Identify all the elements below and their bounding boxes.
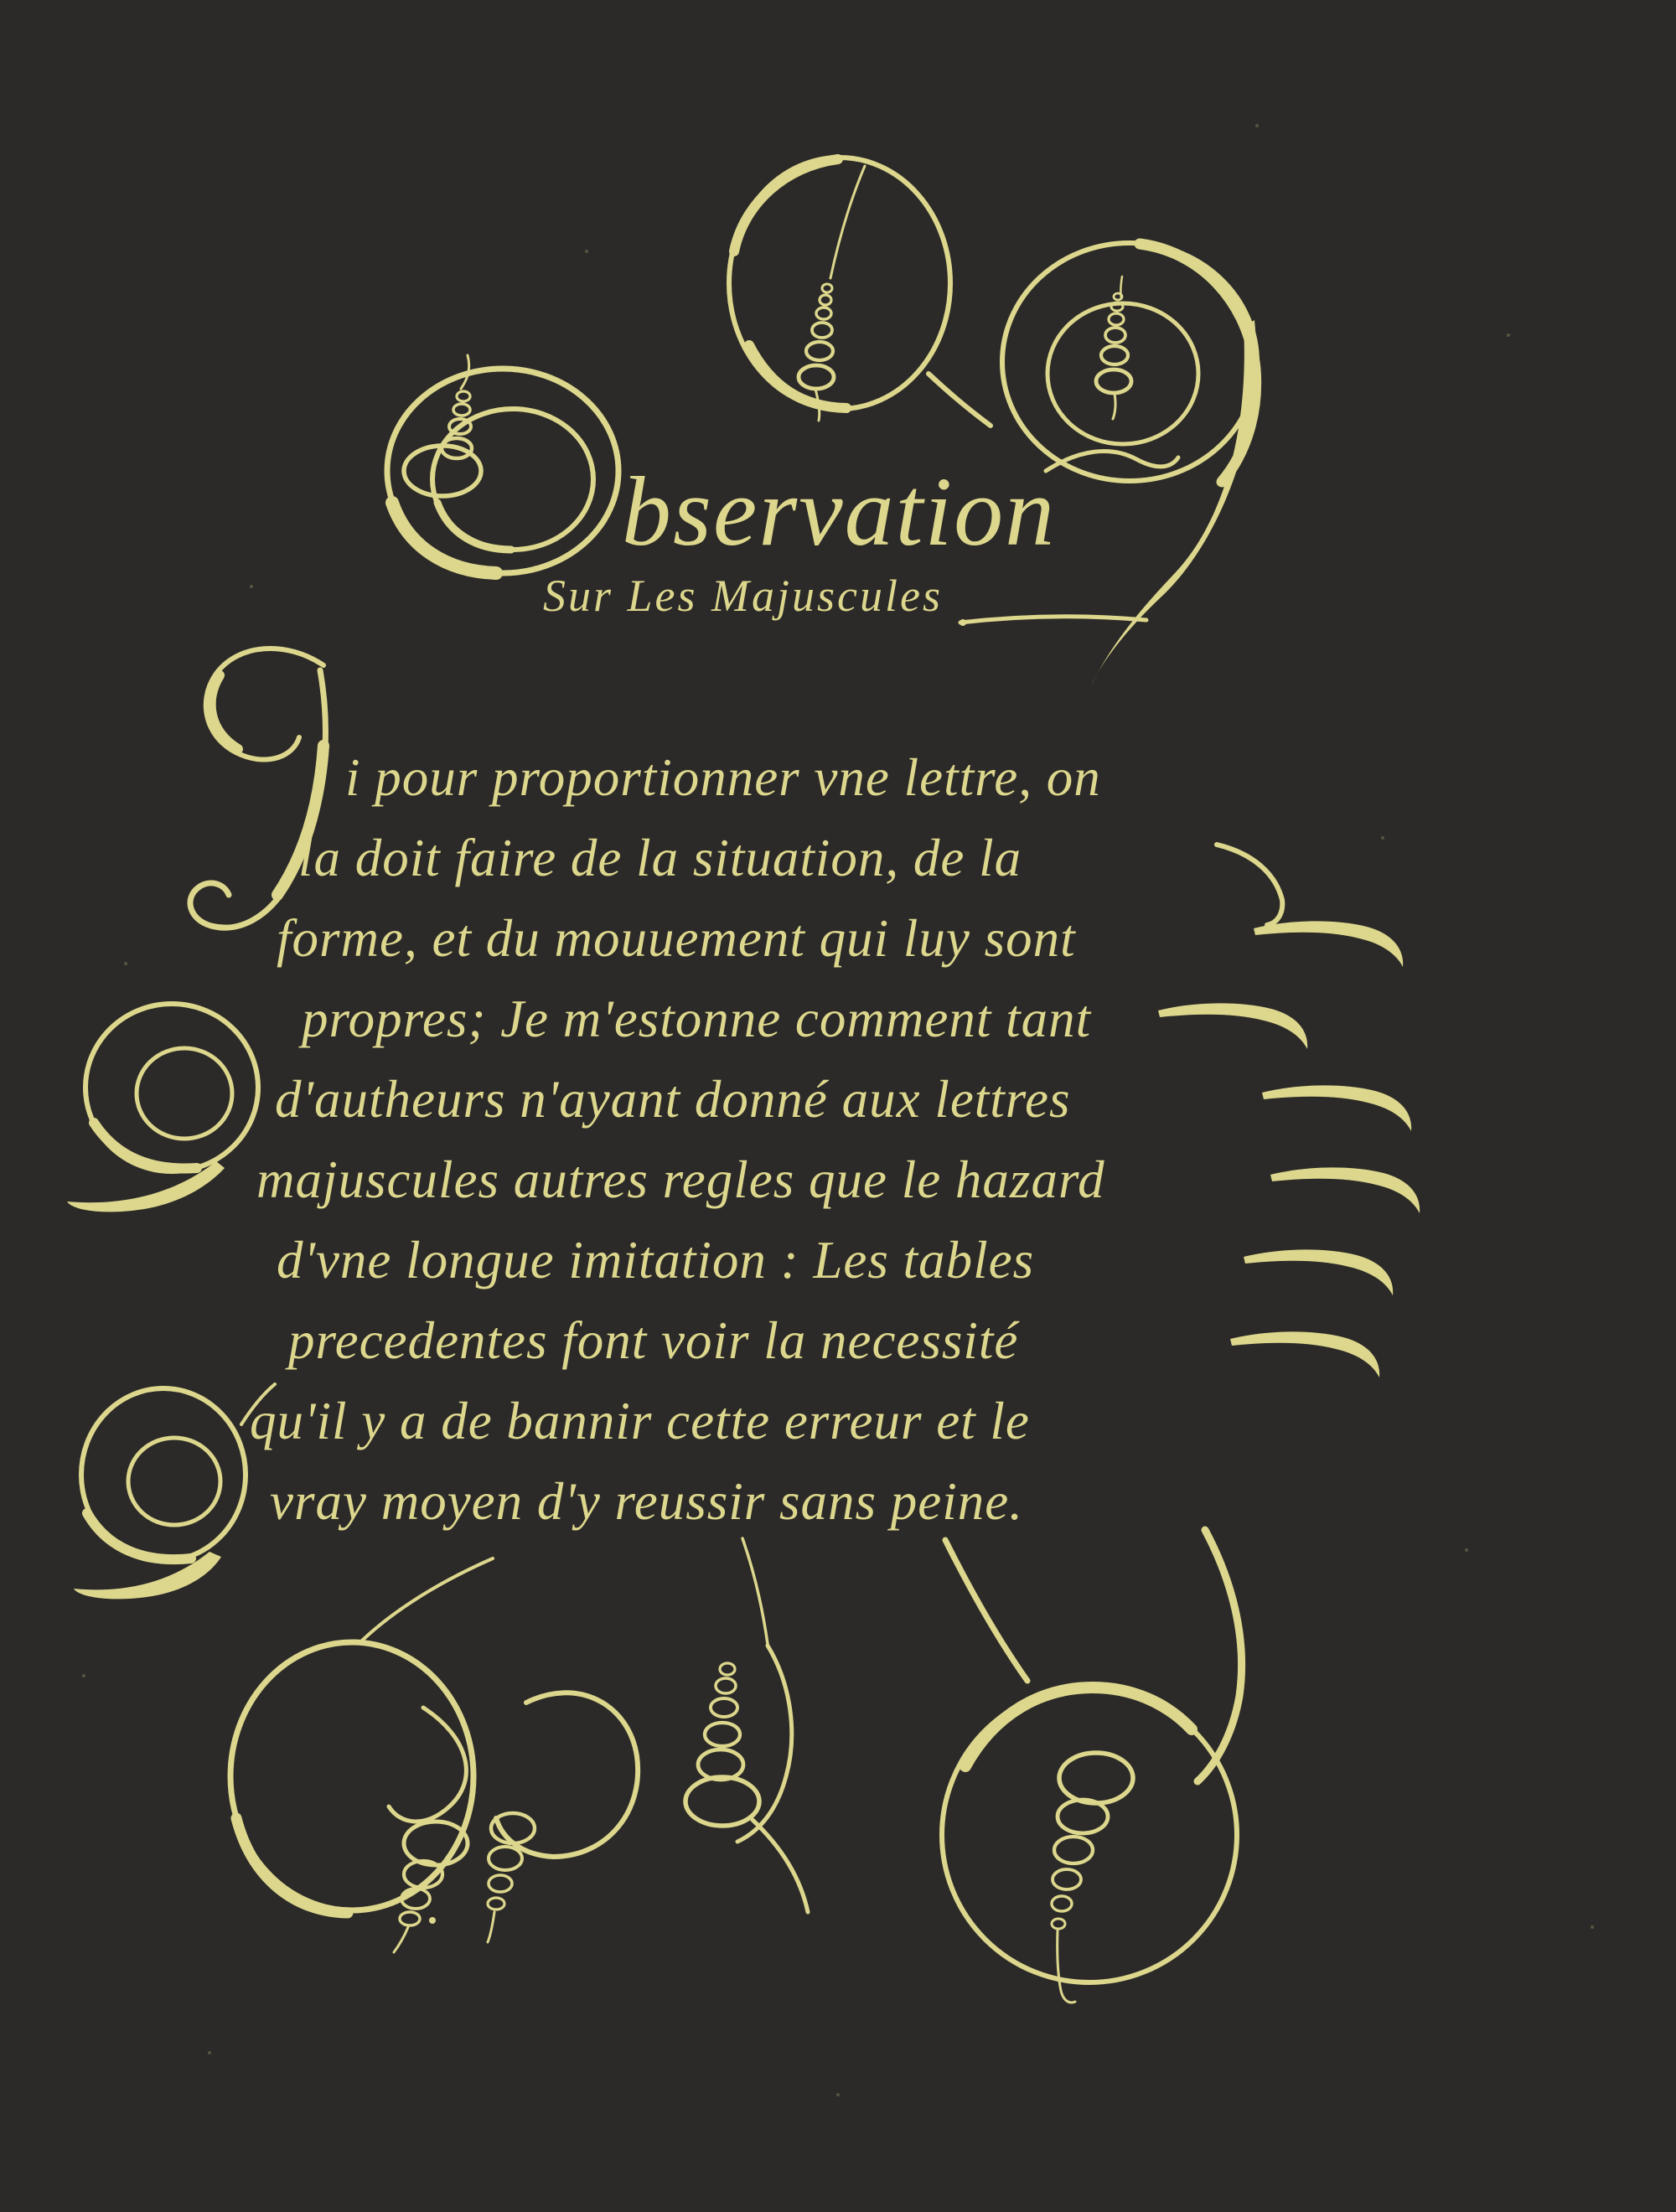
bottom-center-flourish — [685, 1538, 808, 1912]
page-subtitle: Sur Les Majuscules — [543, 571, 943, 621]
left-margin-spiral-upper — [67, 1004, 258, 1212]
body-line: majuscules autres regles que le hazard — [256, 1150, 1105, 1209]
body-line: qu'il y a de bannir cette erreur et le — [250, 1392, 1030, 1450]
subtitle-underline-swash — [960, 617, 1146, 626]
body-line: d'vne longue imitation : Les tables — [277, 1231, 1035, 1289]
body-line: forme, et du mouuement qui luy sont — [277, 909, 1076, 968]
body-line: precedentes font voir la necessité — [288, 1311, 1019, 1370]
body-line: i pour proportionner vne lettre, on — [345, 748, 1101, 807]
bottom-center-left-flourish — [488, 1693, 638, 1942]
line-end-swashes — [1158, 845, 1420, 1377]
body-line: d'autheurs n'ayant donné aux lettres — [275, 1070, 1071, 1129]
left-margin-spiral-lower — [74, 1384, 275, 1599]
bottom-left-oval-flourish — [230, 1558, 493, 1952]
body-line: la doit faire de la situation, de la — [298, 829, 1022, 887]
bottom-right-circle-flourish — [942, 1530, 1242, 2003]
page-title: bservation — [622, 457, 1057, 566]
title-initial-o-flourish — [387, 355, 618, 573]
body-line: propres; Je m'estonne comment tant — [302, 990, 1092, 1048]
title-end-swash — [1046, 452, 1178, 471]
top-center-circle-flourish — [729, 158, 991, 426]
body-line: vray moyen d'y reussir sans peine. — [270, 1472, 1023, 1531]
tail-crescent — [1091, 320, 1256, 685]
